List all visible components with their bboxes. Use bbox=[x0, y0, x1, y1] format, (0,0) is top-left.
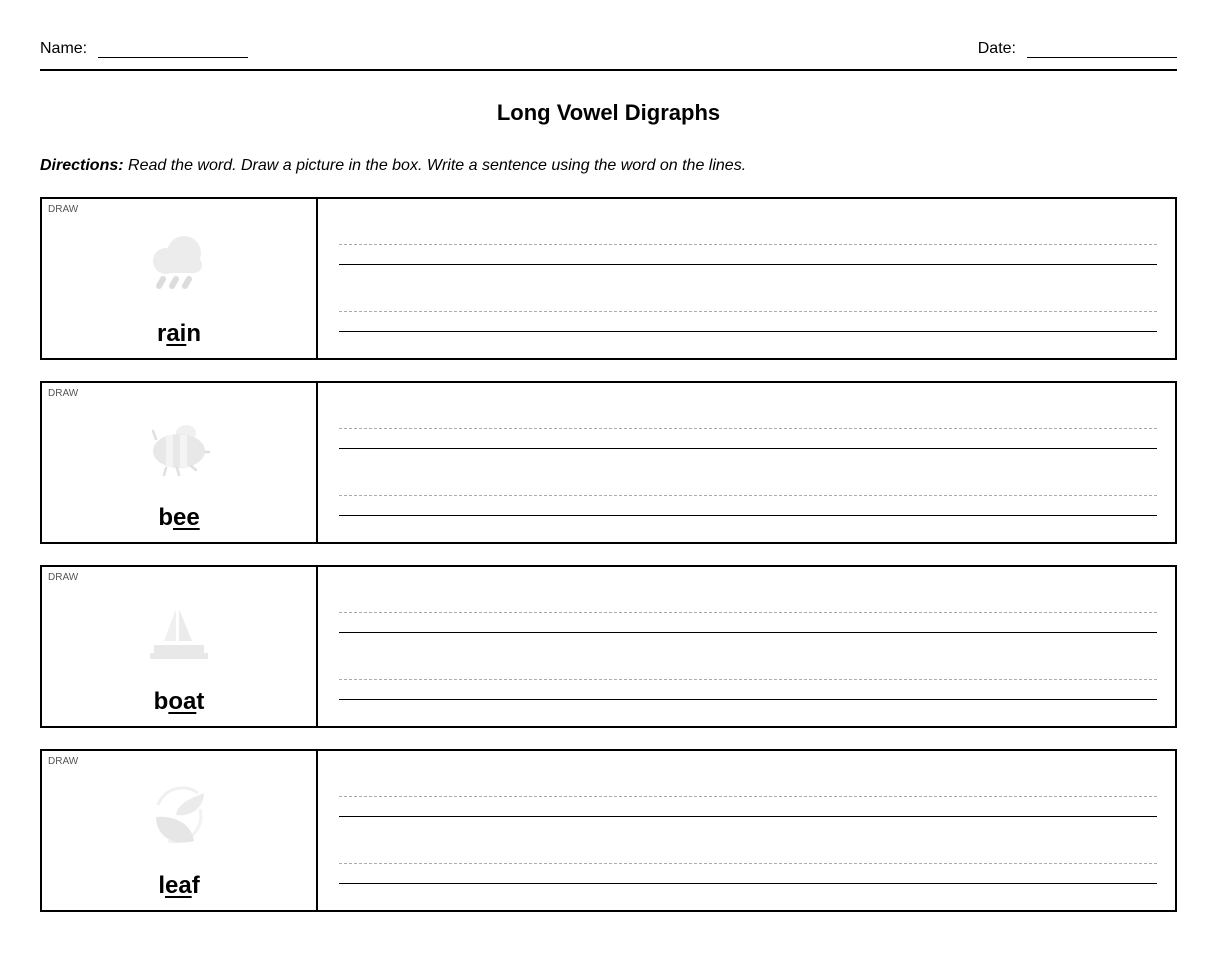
word bbox=[42, 688, 316, 716]
midline-dashed bbox=[339, 428, 1157, 429]
leaf-icon bbox=[146, 783, 212, 849]
writing-area[interactable] bbox=[318, 751, 1175, 910]
writing-area[interactable] bbox=[318, 567, 1175, 726]
name-field bbox=[40, 40, 248, 58]
word bbox=[42, 320, 316, 348]
baseline bbox=[339, 448, 1157, 449]
word bbox=[42, 504, 316, 532]
draw-box[interactable] bbox=[42, 567, 318, 726]
page-title: Long Vowel Digraphs bbox=[496, 100, 721, 125]
draw-box[interactable] bbox=[42, 199, 318, 358]
directions-text: Read the word. Draw a picture in the box. Write a sentence using the word on the lines. bbox=[123, 157, 747, 174]
midline-dashed bbox=[339, 495, 1157, 496]
draw-label: DRAW bbox=[48, 388, 79, 399]
draw-label: DRAW bbox=[48, 572, 79, 583]
draw-box[interactable] bbox=[42, 751, 318, 910]
directions bbox=[40, 157, 746, 175]
baseline bbox=[339, 264, 1157, 265]
draw-label: DRAW bbox=[48, 204, 79, 215]
date-field bbox=[978, 40, 1177, 58]
writing-area[interactable] bbox=[318, 383, 1175, 542]
word-end: t bbox=[196, 688, 205, 715]
date-label: Date: bbox=[977, 40, 1016, 57]
word-card-bee bbox=[40, 381, 1177, 544]
bee-icon bbox=[146, 415, 212, 481]
word-card-rain bbox=[40, 197, 1177, 360]
digraph: ee bbox=[172, 504, 200, 531]
sailboat-icon bbox=[146, 599, 212, 665]
midline-dashed bbox=[339, 612, 1157, 613]
word-start: b bbox=[158, 504, 173, 531]
name-label: Name: bbox=[40, 40, 88, 57]
baseline bbox=[339, 331, 1157, 332]
digraph: ea bbox=[164, 872, 192, 899]
draw-box[interactable] bbox=[42, 383, 318, 542]
word-end: n bbox=[186, 320, 202, 347]
rain-cloud-icon bbox=[146, 231, 212, 297]
baseline bbox=[339, 632, 1157, 633]
midline-dashed bbox=[339, 244, 1157, 245]
name-blank[interactable] bbox=[98, 45, 248, 58]
word-start: l bbox=[158, 872, 165, 899]
baseline bbox=[339, 699, 1157, 700]
midline-dashed bbox=[339, 796, 1157, 797]
word-end: f bbox=[191, 872, 200, 899]
digraph: oa bbox=[168, 688, 197, 715]
writing-area[interactable] bbox=[318, 199, 1175, 358]
draw-label: DRAW bbox=[48, 756, 79, 767]
word-card-boat bbox=[40, 565, 1177, 728]
worksheet-header bbox=[40, 38, 1177, 71]
word-start: r bbox=[156, 320, 167, 347]
word-card-leaf bbox=[40, 749, 1177, 912]
word bbox=[42, 872, 316, 900]
midline-dashed bbox=[339, 863, 1157, 864]
baseline bbox=[339, 883, 1157, 884]
midline-dashed bbox=[339, 679, 1157, 680]
midline-dashed bbox=[339, 311, 1157, 312]
directions-label: Directions: bbox=[40, 157, 124, 174]
baseline bbox=[339, 816, 1157, 817]
word-start: b bbox=[153, 688, 169, 715]
date-blank[interactable] bbox=[1027, 45, 1177, 58]
baseline bbox=[339, 515, 1157, 516]
digraph: ai bbox=[166, 320, 187, 347]
